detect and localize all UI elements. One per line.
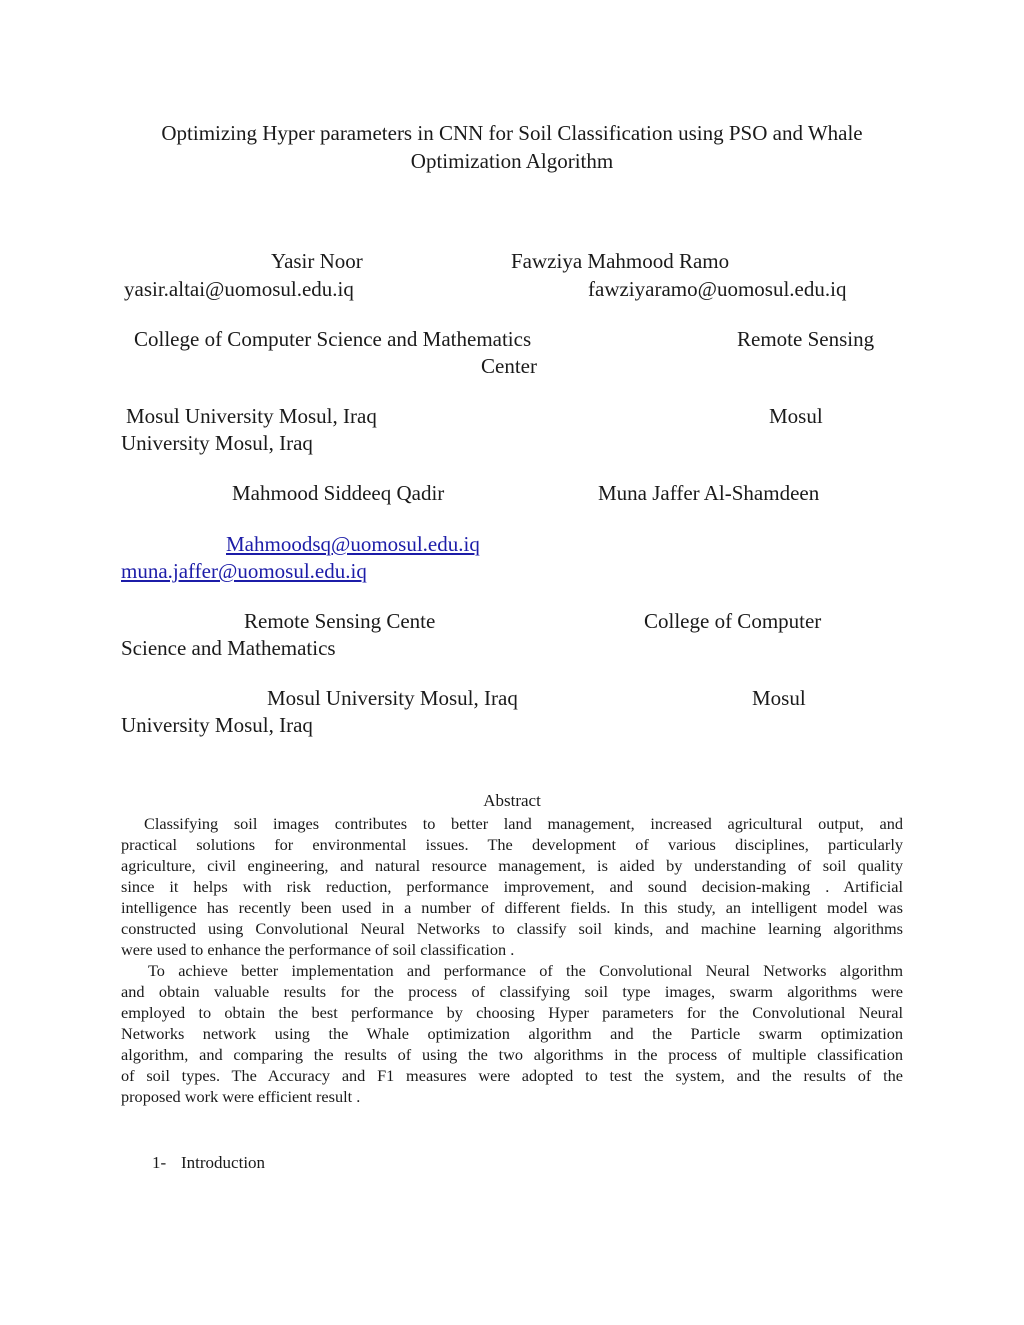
- author-2-email: fawziyaramo@uomosul.edu.iq: [588, 277, 847, 301]
- author-1-email: yasir.altai@uomosul.edu.iq: [124, 277, 354, 301]
- abstract-p1-line: intelligence has recently been used in a number of different fields. In this study, an intelligent model was: [121, 898, 903, 917]
- affiliation-1-right: Remote Sensing: [737, 327, 875, 351]
- section-heading-introduction: [152, 1152, 265, 1174]
- abstract-p2-line: of soil types. The Accuracy and F1 measures were adopted to test the system, and the results of the: [121, 1066, 903, 1085]
- author-3-email-link[interactable]: Mahmoodsq@uomosul.edu.iq: [226, 532, 480, 556]
- university-1-right: Mosul: [769, 404, 823, 428]
- abstract-p2-line: Networks network using the Whale optimization algorithm and the Particle swarm optimization: [121, 1024, 903, 1043]
- paper-title-line-1: Optimizing Hyper parameters in CNN for Soil Classification using PSO and Whale: [161, 121, 863, 145]
- abstract-p1-line: since it helps with risk reduction, performance improvement, and sound decision-making . Artificial: [121, 877, 903, 896]
- abstract-p1-line: agriculture, civil engineering, and natural resource management, is aided by understanding of soil quality: [121, 856, 903, 875]
- author-1-name: Yasir Noor: [271, 249, 363, 273]
- abstract-p2-line: proposed work were efficient result .: [121, 1087, 361, 1106]
- affiliation-1-left: College of Computer Science and Mathematics: [134, 327, 532, 351]
- abstract-p1-line: practical solutions for environmental issues. The development of various disciplines, particularly: [121, 835, 903, 854]
- abstract-p1-line: were used to enhance the performance of soil classification .: [121, 940, 515, 959]
- author-3-name: Mahmood Siddeeq Qadir: [232, 481, 445, 505]
- paper-title-line-2: Optimization Algorithm: [410, 149, 614, 173]
- abstract-p1-line: Classifying soil images contributes to better land management, increased agricultural output, and: [144, 814, 903, 833]
- abstract-p2-line: employed to obtain the best performance by choosing Hyper parameters for the Convolutional Neural: [121, 1003, 903, 1022]
- university-2-left: Mosul University Mosul, Iraq: [267, 686, 518, 710]
- author-4-email-link[interactable]: muna.jaffer@uomosul.edu.iq: [121, 559, 367, 583]
- university-2-continued: University Mosul, Iraq: [121, 713, 313, 737]
- section-title: Introduction: [181, 1153, 266, 1172]
- abstract-heading: Abstract: [483, 791, 541, 810]
- university-2-right: Mosul: [752, 686, 806, 710]
- university-1-continued: University Mosul, Iraq: [121, 431, 313, 455]
- abstract-p2-line: To achieve better implementation and performance of the Convolutional Neural Networks algorithm: [148, 961, 903, 980]
- abstract-p2-line: algorithm, and comparing the results of using the two algorithms in the process of multiple classification: [121, 1045, 903, 1064]
- section-number: 1-: [152, 1153, 167, 1172]
- university-1-left: Mosul University Mosul, Iraq: [126, 404, 377, 428]
- affiliation-2-continued: Science and Mathematics: [121, 636, 336, 660]
- affiliation-1-continued: Center: [481, 354, 537, 378]
- abstract-p1-line: constructed using Convolutional Neural Networks to classify soil kinds, and machine learning algorithms: [121, 919, 903, 938]
- author-2-name: Fawziya Mahmood Ramo: [511, 249, 730, 273]
- affiliation-2-left: Remote Sensing Cente: [244, 609, 436, 633]
- abstract-p2-line: and obtain valuable results for the process of classifying soil type images, swarm algorithms were: [121, 982, 903, 1001]
- paper-title: [110, 119, 914, 175]
- abstract-paragraph-1: [121, 813, 903, 960]
- author-4-name: Muna Jaffer Al-Shamdeen: [598, 481, 820, 505]
- abstract-paragraph-2: [121, 960, 903, 1107]
- affiliation-2-right: College of Computer: [644, 609, 822, 633]
